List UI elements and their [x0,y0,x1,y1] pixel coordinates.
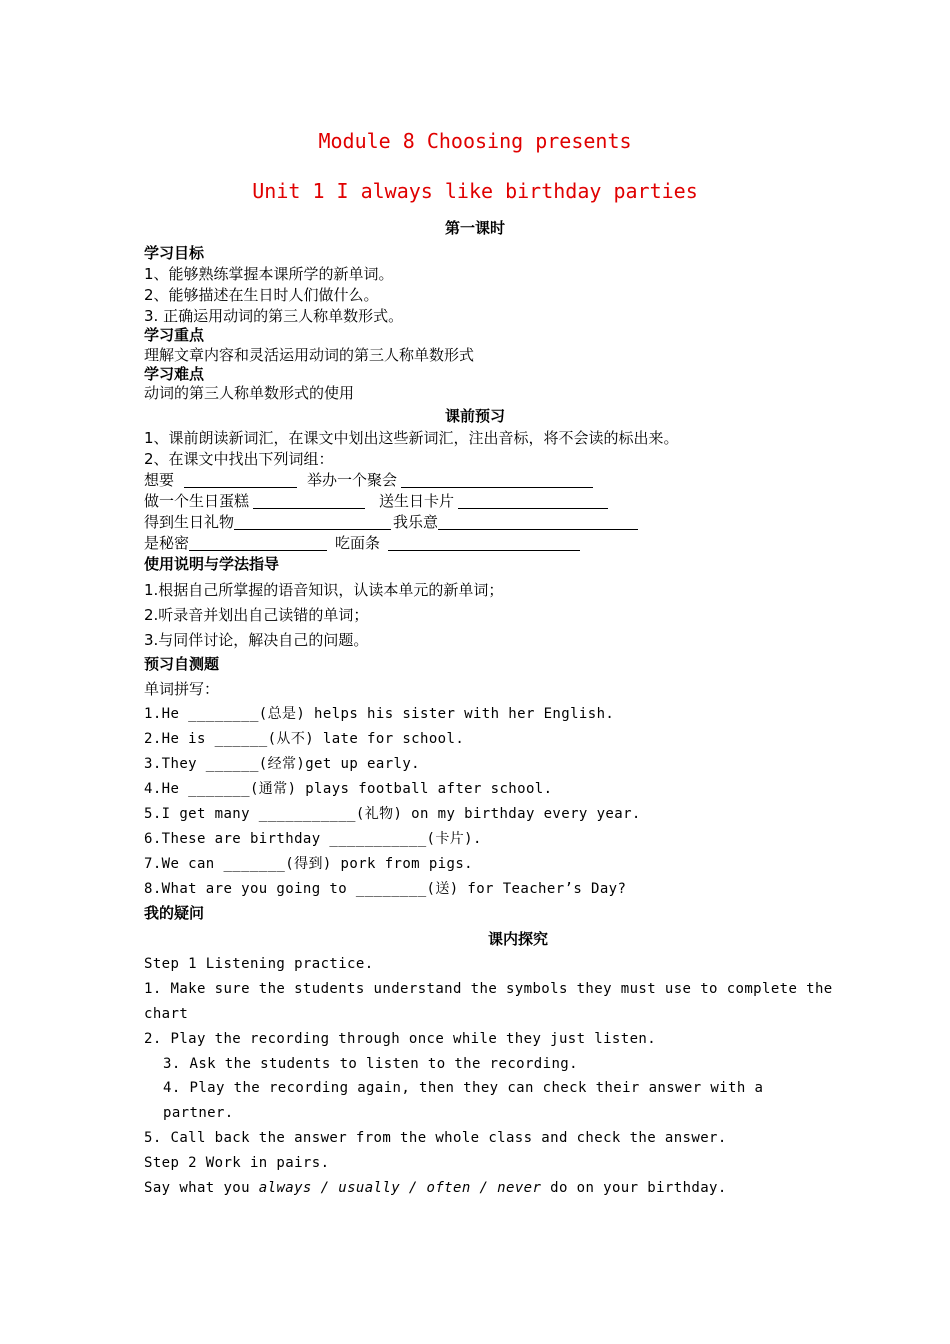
spelling-item: 4.He _______(通常) plays football after school. [144,781,553,797]
answer-blank[interactable] [438,514,638,530]
spelling-item: 2.He is ______(从不) late for school. [144,731,465,747]
answer-blank[interactable] [189,535,327,551]
step-item: 4. Play the recording again, then they can check their answer with a [163,1080,764,1096]
step-2-title: Step 2 Work in pairs. [144,1155,330,1171]
lesson-label: 第一课时 [444,219,505,237]
step-1-title: Step 1 Listening practice. [144,956,374,972]
spelling-item: 7.We can _______(得到) pork from pigs. [144,856,473,872]
step-item: 1. Make sure the students understand the symbols they must use to complete the [144,981,833,997]
answer-blank[interactable] [184,472,297,488]
key-points-heading: 学习重点 [144,326,205,344]
spelling-item: 1.He ________(总是) helps his sister with her English. [144,706,615,722]
instruction-text: do on your birthday. [541,1180,727,1196]
phrase-label: 送生日卡片 [379,492,455,510]
self-test-label: 单词拼写： [144,680,220,698]
spelling-item: 8.What are you going to ________(送) for Teacher’s Day? [144,881,627,897]
step-item-continued: partner. [163,1105,234,1121]
phrase-label: 我乐意 [393,513,439,531]
phrase-label: 想要 [144,471,175,489]
self-test-heading: 预习自测题 [144,655,220,673]
preview-heading: 课前预习 [444,407,505,425]
phrase-label: 做一个生日蛋糕 [144,492,250,510]
preview-item: 2、在课文中找出下列词组： [144,450,334,468]
difficulties-text: 动词的第三人称单数形式的使用 [144,384,355,402]
explore-heading: 课内探究 [487,930,548,948]
guidance-item: 3.与同伴讨论，解决自己的问题。 [144,631,369,649]
answer-blank[interactable] [388,535,580,551]
spelling-item: 3.They ______(经常)get up early. [144,756,421,772]
goal-item: 1、能够熟练掌握本课所学的新单词。 [144,265,394,283]
goal-item: 3. 正确运用动词的第三人称单数形式。 [144,307,404,325]
phrase-row [144,533,580,553]
frequency-adverbs: always / usually / often / never [258,1180,542,1196]
phrase-row [144,512,638,532]
answer-blank[interactable] [458,493,608,509]
goals-heading: 学习目标 [144,244,205,262]
guidance-item: 2.听录音并划出自己读错的单词； [144,606,369,624]
step-item: 5. Call back the answer from the whole class and check the answer. [144,1130,727,1146]
phrase-label: 举办一个聚会 [307,471,398,489]
unit-title: Unit 1 I always like birthday parties [252,179,698,203]
step-item: 3. Ask the students to listen to the recording. [163,1056,578,1072]
questions-heading: 我的疑问 [144,904,205,922]
step-item-continued: chart [144,1006,189,1022]
step-item: 2. Play the recording through once while they just listen. [144,1031,657,1047]
phrase-label: 吃面条 [335,534,381,552]
guidance-heading: 使用说明与学法指导 [144,555,280,573]
answer-blank[interactable] [234,514,391,530]
answer-blank[interactable] [253,493,365,509]
module-title: Module 8 Choosing presents [318,129,632,153]
spelling-item: 6.These are birthday ___________(卡片). [144,831,482,847]
instruction-text: Say what you [144,1180,259,1196]
guidance-item: 1.根据自己所掌握的语音知识，认读本单元的新单词； [144,581,504,599]
phrase-label: 得到生日礼物 [144,513,235,531]
spelling-item: 5.I get many ___________(礼物) on my birthday every year. [144,806,641,822]
key-points-text: 理解文章内容和灵活运用动词的第三人称单数形式 [144,346,475,364]
goal-item: 2、能够描述在生日时人们做什么。 [144,286,379,304]
preview-item: 1、课前朗读新词汇，在课文中划出这些新词汇，注出音标，将不会读的标出来。 [144,429,679,447]
phrase-row [144,491,608,511]
answer-blank[interactable] [401,472,593,488]
phrase-label: 是秘密 [144,534,190,552]
difficulties-heading: 学习难点 [144,365,205,383]
pair-work-instruction [144,1178,727,1198]
phrase-row [144,470,593,490]
